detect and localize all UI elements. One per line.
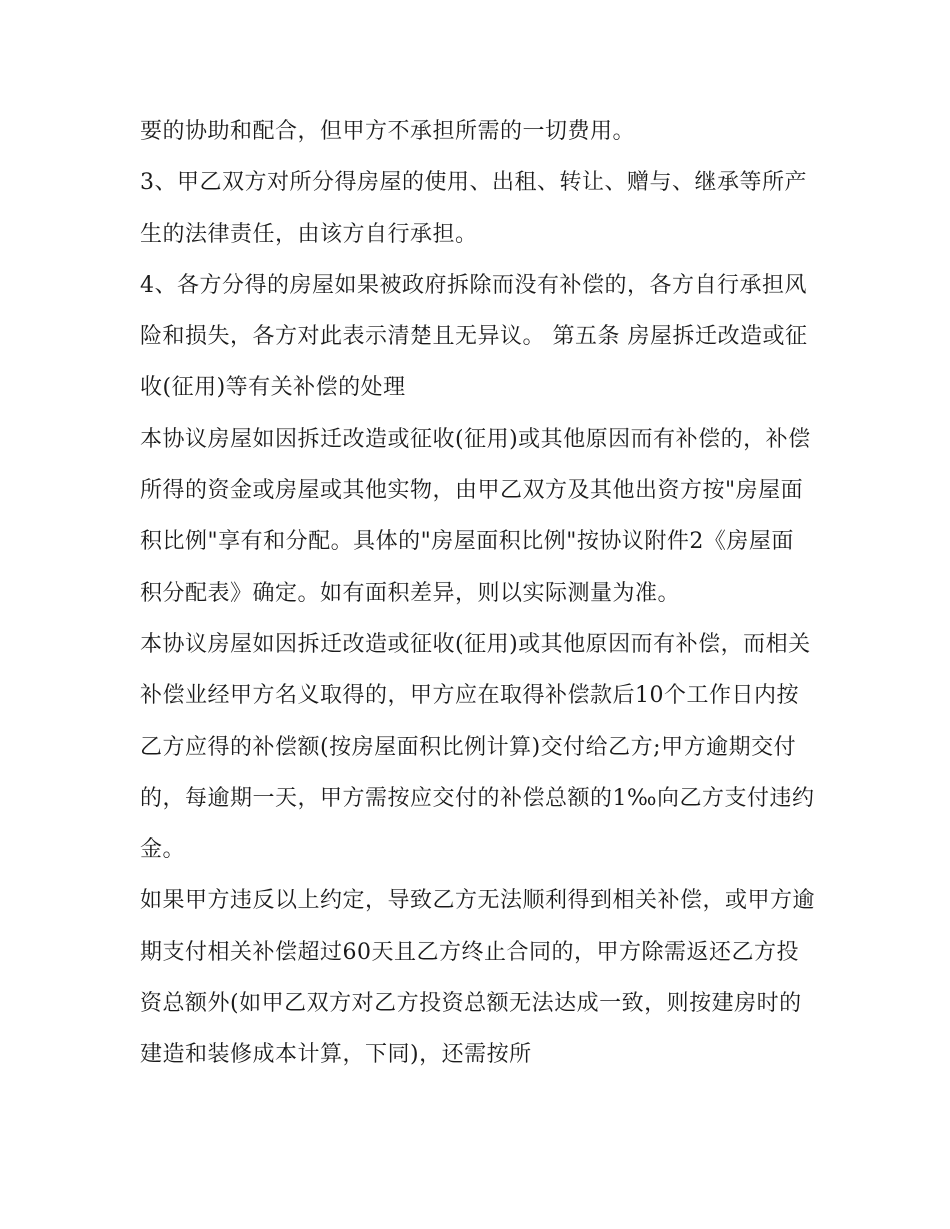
paragraph-6: 如果甲方违反以上约定，导致乙方无法顺利得到相关补偿，或甲方逾期支付相关补偿超过60天且乙方终止合同的，甲方除需返还乙方投资总额外(如甲乙双方对乙方投资总额无法达成一致，则按建房时的建造和装修成本计算，下同)，还需按所 <box>140 888 816 1068</box>
paragraph-4: 本协议房屋如因拆迁改造或征收(征用)或其他原因而有补偿的，补偿所得的资金或房屋或其他实物，由甲乙双方及其他出资方按"房屋面积比例"享有和分配。具体的"房屋面积比例"按协议附件2《房屋面积分配表》确定。如有面积差异，则以实际测量为准。 <box>140 426 811 606</box>
paragraph-1: 要的协助和配合，但甲方不承担所需的一切费用。 <box>140 119 636 144</box>
paragraph-5: 本协议房屋如因拆迁改造或征收(征用)或其他原因而有补偿，而相关补偿业经甲方名义取得的，甲方应在取得补偿款后10个工作日内按乙方应得的补偿额(按房屋面积比例计算)交付给乙方;甲方逾期交付的，每逾期一天，甲方需按应交付的补偿总额的1‰向乙方支付违约金。 <box>140 631 815 863</box>
paragraph-3: 4、各方分得的房屋如果被政府拆除而没有补偿的，各方自行承担风险和损失，各方对此表示清楚且无异议。 第五条 房屋拆迁改造或征收(征用)等有关补偿的处理 <box>140 272 808 401</box>
document-body <box>140 106 815 1081</box>
paragraph-2: 3、甲乙双方对所分得房屋的使用、出租、转让、赠与、继承等所产生的法律责任，由该方自行承担。 <box>140 170 807 247</box>
